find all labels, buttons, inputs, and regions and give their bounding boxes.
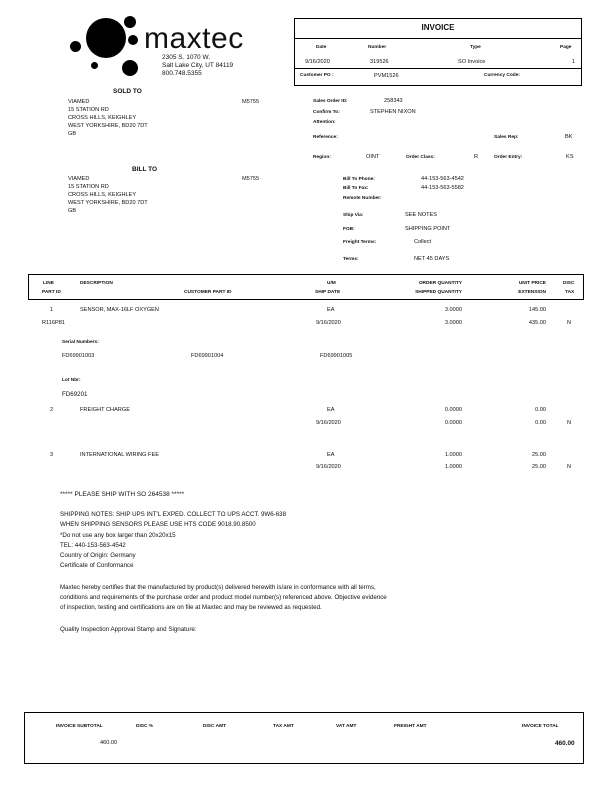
col-shipped-qty: SHIPPED QUANTITY — [415, 290, 462, 295]
item-shipped-qty: 0.0000 — [444, 420, 462, 426]
bill-to-line: GB — [68, 208, 77, 214]
sales-order-label: Sales Order ID: — [313, 99, 348, 104]
lot-number: FD69201 — [62, 391, 88, 398]
bill-to-line: 15 STATION RD — [68, 184, 109, 190]
item-description: SENSOR, MAX-16LF OXYGEN — [80, 307, 159, 313]
item-order-qty: 1.0000 — [444, 452, 462, 458]
item-extension: 25.00 — [532, 464, 546, 470]
note-line: Certificate of Conformance — [60, 562, 134, 569]
sales-order-id: 258343 — [384, 98, 403, 104]
col-description: DESCRIPTION — [80, 281, 113, 286]
col-disc: DISC — [563, 281, 575, 286]
bill-to-line: WEST YORKSHIRE, BD20 7DT — [68, 200, 148, 206]
item-line-number: 3 — [50, 452, 54, 458]
ship-with-note: ***** PLEASE SHIP WITH SO 264538 ***** — [60, 491, 185, 498]
sales-rep-label: Sales Rep: — [494, 135, 519, 140]
disc-percent-label: DISC % — [136, 724, 154, 729]
customer-po-label: Customer PO : — [300, 73, 334, 78]
sold-to-line: VIAMED — [68, 99, 90, 105]
ship-via-label: Ship Via: — [343, 213, 364, 218]
serial-numbers-label: Serial Numbers: — [62, 340, 99, 345]
logo-dot-bottom — [122, 60, 138, 76]
logo-dot-left — [70, 41, 81, 52]
item-unit-price: 0.00 — [535, 407, 546, 413]
freight-terms: Collect — [414, 239, 432, 245]
sold-to-code: M5755 — [242, 99, 260, 105]
invoice-col-date: Date — [316, 45, 327, 50]
company-address-line1: 2305 S. 1070 W. — [162, 54, 211, 61]
vat-amt-label: VAT AMT — [336, 724, 357, 729]
item-ship-date: 9/16/2020 — [316, 420, 341, 426]
serial-number: FD69901005 — [320, 353, 353, 359]
fob-label: FOB: — [343, 227, 355, 232]
invoice-subtotal-label: INVOICE SUBTOTAL — [56, 724, 103, 729]
item-ship-date: 9/16/2020 — [316, 464, 341, 470]
certification-line: of inspection, testing and certifications are on file at Maxtec and may be reviewed as requested. — [60, 604, 322, 611]
disc-amt-label: DISC AMT — [203, 724, 227, 729]
sold-to-line: GB — [68, 131, 77, 137]
tax-amt-label: TAX AMT — [273, 724, 294, 729]
order-class: R — [474, 154, 479, 160]
col-line: LINE — [43, 281, 54, 286]
col-customer-part-id: CUSTOMER PART ID — [184, 290, 232, 295]
confirm-to-label: Confirm To: — [313, 110, 340, 115]
item-tax: N — [567, 464, 572, 470]
item-um: EA — [327, 307, 335, 313]
bill-to-line: CROSS HILLS, KEIGHLEY — [68, 192, 137, 198]
item-unit-price: 25.00 — [532, 452, 546, 458]
order-class-label: Order Class: — [406, 155, 435, 160]
bill-to-fax: 44-153-563-5582 — [421, 185, 464, 191]
reference-label: Reference: — [313, 135, 338, 140]
item-ship-date: 9/16/2020 — [316, 320, 341, 326]
region-label: Region: — [313, 155, 331, 160]
lot-number-label: Lot Nbr: — [62, 378, 81, 383]
item-tax: N — [567, 420, 572, 426]
item-shipped-qty: 3.0000 — [444, 320, 462, 326]
item-shipped-qty: 1.0000 — [444, 464, 462, 470]
order-entry: KS — [566, 154, 574, 160]
note-line: *Do not use any box larger than 20x20x15 — [60, 532, 176, 539]
bill-to-line: VIAMED — [68, 176, 90, 182]
note-line: TEL: 440-153-563-4542 — [60, 542, 126, 549]
logo-dot-large — [86, 18, 126, 58]
bill-to-phone-label: Bill To Phone: — [343, 177, 375, 182]
order-entry-label: Order Entry: — [494, 155, 523, 160]
freight-amt-label: FREIGHT AMT — [394, 724, 427, 729]
invoice-subtotal: 460.00 — [100, 740, 118, 746]
col-extension: EXTENSION — [518, 290, 546, 295]
sold-to-line: CROSS HILLS, KEIGHLEY — [68, 115, 137, 121]
currency-code-label: Currency Code: — [484, 73, 520, 78]
note-line: WHEN SHIPPING SENSORS PLEASE USE HTS CODE 9018.90.8500 — [60, 521, 256, 528]
item-extension: 0.00 — [535, 420, 546, 426]
invoice-total: 460.00 — [555, 740, 575, 747]
invoice-total-label: INVOICE TOTAL — [522, 724, 559, 729]
sold-to-line: WEST YORKSHIRE, BD20 7DT — [68, 123, 148, 129]
confirm-to: STEPHEN NIXON — [370, 109, 416, 115]
invoice-col-number: Number — [368, 45, 387, 50]
customer-po: PVM1526 — [374, 73, 399, 79]
region: OINT — [366, 154, 380, 160]
col-part-id: PART ID — [42, 290, 61, 295]
bill-to-heading: BILL TO — [132, 166, 158, 173]
terms-label: Terms: — [343, 257, 359, 262]
bill-to-phone: 44-153-563-4542 — [421, 176, 464, 182]
note-line: SHIPPING NOTES: SHIP UPS INT'L EXPED. COLLECT TO UPS ACCT. 9W6-638 — [60, 511, 287, 518]
terms: NET 45 DAYS — [414, 256, 450, 262]
invoice-col-type: Type — [470, 45, 481, 50]
logo-dot-right — [128, 35, 138, 45]
item-description: FREIGHT CHARGE — [80, 407, 130, 413]
sold-to-heading: SOLD TO — [113, 88, 142, 95]
serial-number: FD69901003 — [62, 353, 95, 359]
quality-approval-label: Quality Inspection Approval Stamp and Signature: — [60, 626, 197, 633]
remote-number-label: Remote Number: — [343, 196, 382, 201]
note-line: Country of Origin: Germany — [60, 552, 136, 559]
company-address-line2: Salt Lake City, UT 84119 — [162, 62, 234, 69]
logo-dot-small — [91, 62, 98, 69]
attention-label: Attention: — [313, 120, 336, 125]
logo-dot-top — [124, 16, 136, 28]
bill-to-code: M5755 — [242, 176, 260, 182]
fob: SHIPPING POINT — [405, 226, 451, 232]
col-tax: TAX — [565, 290, 575, 295]
invoice-number: 319526 — [370, 59, 389, 65]
ship-via: SEE NOTES — [405, 212, 438, 218]
item-order-qty: 0.0000 — [444, 407, 462, 413]
line-items-header — [28, 274, 584, 300]
col-order-qty: ORDER QUANTITY — [418, 281, 462, 286]
invoice-type: SO Invoice — [458, 59, 486, 65]
serial-number: FD69901004 — [191, 353, 224, 359]
col-unit-price: UNIT PRICE — [518, 281, 546, 286]
item-line-number: 1 — [50, 307, 54, 313]
company-phone: 800.748.5355 — [162, 70, 202, 77]
item-order-qty: 3.0000 — [444, 307, 462, 313]
item-description: INTERNATIONAL WIRING FEE — [80, 452, 159, 458]
item-unit-price: 145.00 — [528, 307, 546, 313]
freight-terms-label: Freight Terms: — [343, 240, 377, 245]
totals-box — [24, 712, 584, 764]
item-extension: 435.00 — [528, 320, 546, 326]
item-um: EA — [327, 407, 335, 413]
certification-line: Maxtec hereby certifies that the manufactured by product(s) delivered herewith is/are in conformance with all terms, — [60, 584, 376, 591]
invoice-col-page: Page — [560, 45, 572, 50]
item-line-number: 2 — [50, 407, 54, 413]
sold-to-line: 15 STATION RD — [68, 107, 109, 113]
item-tax: N — [567, 320, 572, 326]
item-um: EA — [327, 452, 335, 458]
sales-rep: BK — [565, 134, 573, 140]
invoice-title: INVOICE — [421, 23, 455, 32]
bill-to-fax-label: Bill To Fax: — [343, 186, 369, 191]
col-um: U/M — [327, 281, 336, 286]
logo-text: maxtec — [144, 22, 244, 55]
certification-line: conditions and requirements of the purchase order and product model number(s) referenced above. Objective evidence — [60, 594, 387, 601]
invoice-date: 9/16/2020 — [305, 59, 330, 65]
item-part-id: R116P81 — [42, 320, 65, 326]
invoice-page: 1 — [572, 59, 576, 65]
col-ship-date: SHIP DATE — [315, 290, 341, 295]
